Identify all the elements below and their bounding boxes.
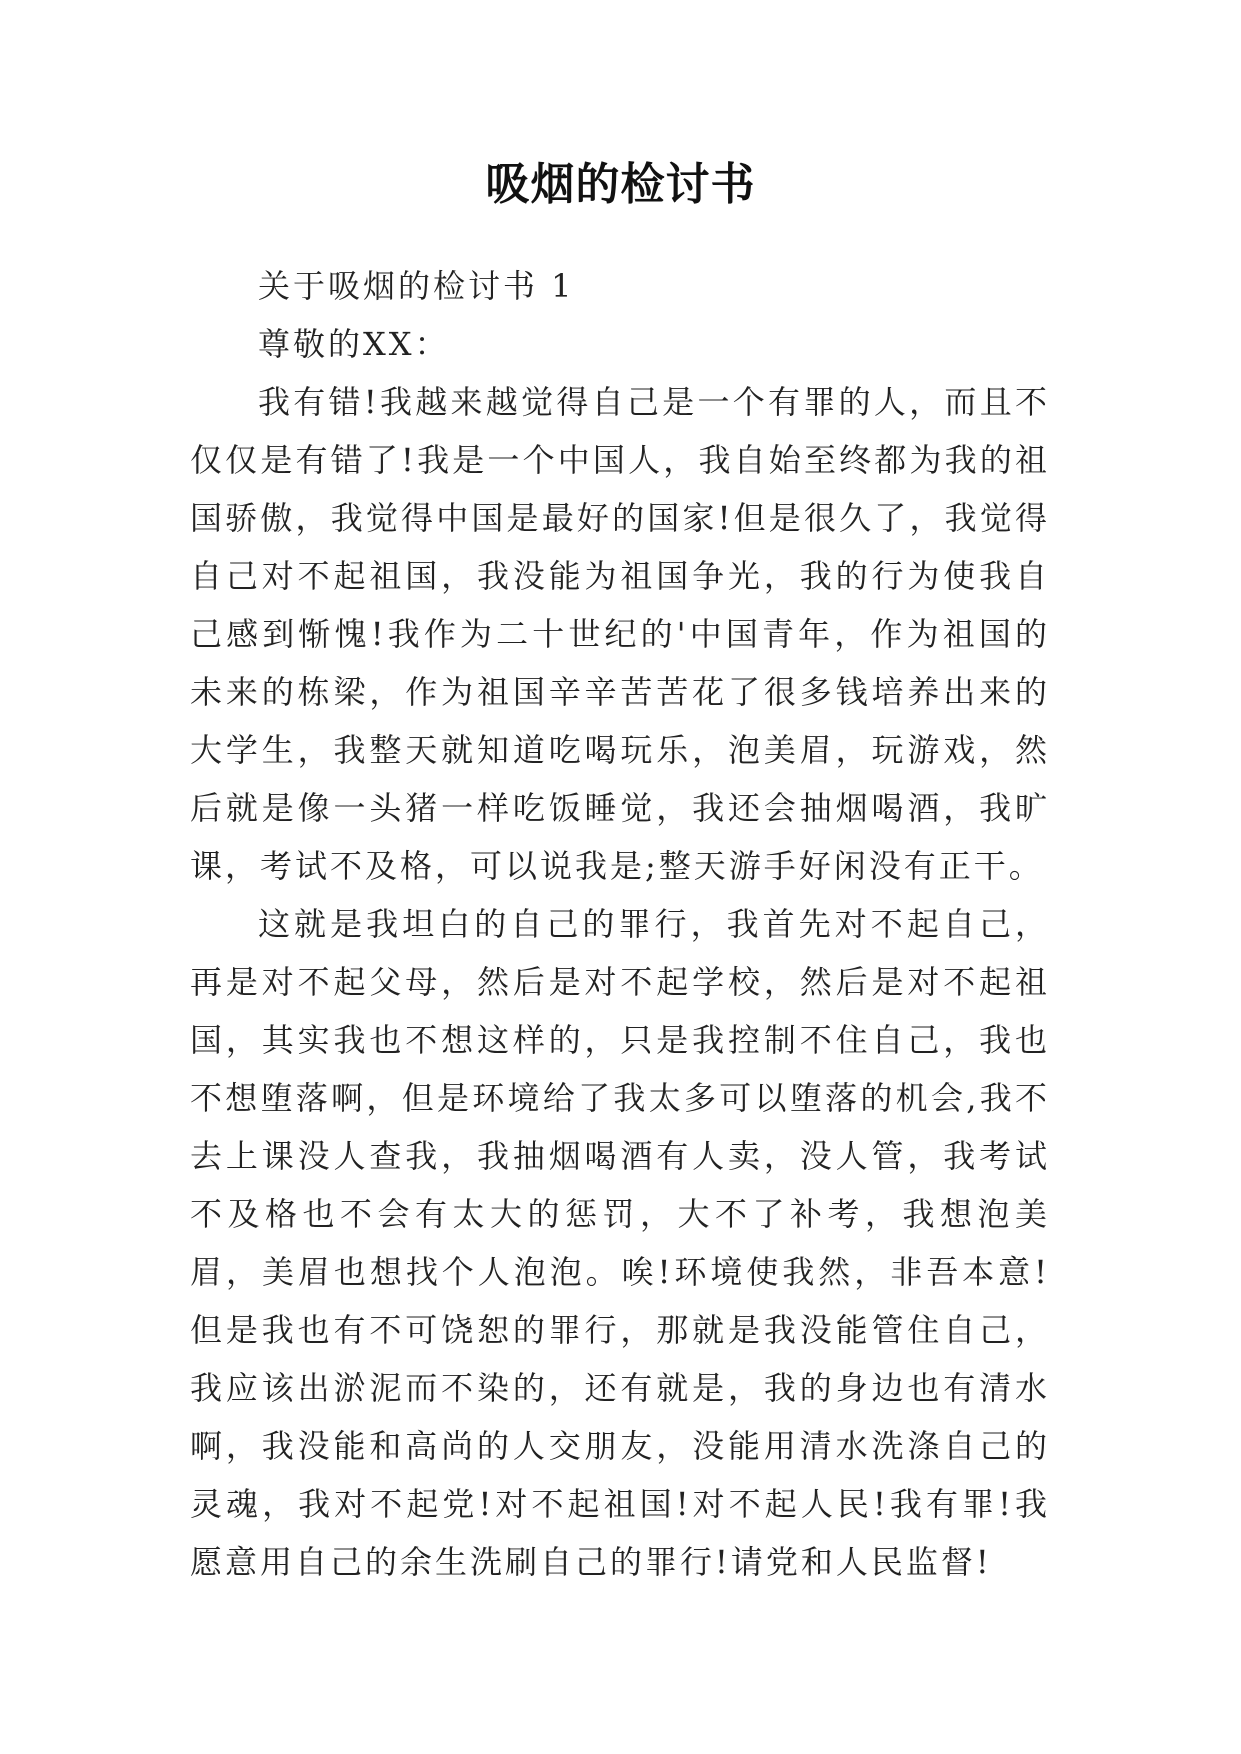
body-paragraph: 我有错!我越来越觉得自己是一个有罪的人，而且不仅仅是有错了!我是一个中国人，我自始至终都为我的祖国骄傲，我觉得中国是最好的国家!但是很久了，我觉得自己对不起祖国，我没能为祖国争光，我的行为使我自己感到惭愧!我作为二十世纪的'中国青年，作为祖国的未来的栋梁，作为祖国辛辛苦苦花了很多钱培养出来的大学生，我整天就知道吃喝玩乐，泡美眉，玩游戏，然后就是像一头猪一样吃饭睡觉，我还会抽烟喝酒，我旷课，考试不及格，可以说我是;整天游手好闲没有正干。 xyxy=(190,383,1050,885)
document-title: 吸烟的检讨书 xyxy=(485,159,756,210)
body-paragraph: 这就是我坦白的自己的罪行，我首先对不起自己，再是对不起父母，然后是对不起学校，然后是对不起祖国，其实我也不想这样的，只是我控制不住自己，我也不想堕落啊，但是环境给了我太多可以堕落的机会,我不去上课没人查我，我抽烟喝酒有人卖，没人管，我考试不及格也不会有太大的惩罚，大不了补考，我想泡美眉，美眉也想找个人泡泡。唉!环境使我然，非吾本意!但是我也有不可饶恕的罪行，那就是我没能管住自己，我应该出淤泥而不染的，还有就是，我的身边也有清水啊，我没能和高尚的人交朋友，没能用清水洗涤自己的灵魂，我对不起党!对不起祖国!对不起人民!我有罪!我愿意用自己的余生洗刷自己的罪行!请党和人民监督! xyxy=(190,905,1050,1581)
section-heading: 关于吸烟的检讨书 1 xyxy=(258,267,575,305)
salutation: 尊敬的XX： xyxy=(258,325,450,363)
document-body xyxy=(190,257,1050,1591)
